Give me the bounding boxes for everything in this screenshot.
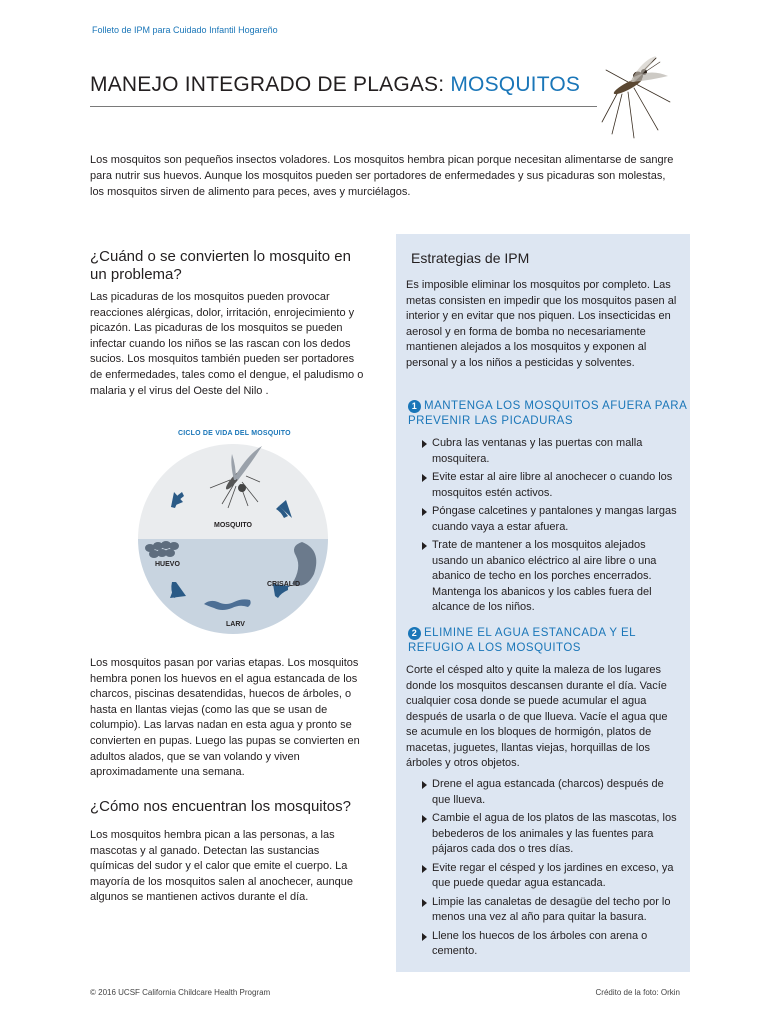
list-item: Cubra las ventanas y las puertas con malla mosquitera. (420, 436, 682, 467)
strategy-2-number-badge: 2 (408, 627, 421, 640)
bullet-triangle-icon (422, 865, 427, 873)
page-title (90, 73, 580, 97)
bullet-triangle-icon (422, 508, 427, 516)
list-item: Limpie las canaletas de desagüe del techo por lo menos una vez al año para quitar la basura. (420, 895, 682, 926)
bullet-triangle-icon (422, 781, 427, 789)
life-cycle-title: CICLO DE VIDA DEL MOSQUITO (178, 430, 291, 437)
bullet-triangle-icon (422, 440, 427, 448)
footer-photo-credit: Crédito de la foto: Orkin (595, 988, 680, 997)
title-main: MANEJO INTEGRADO DE PLAGAS: (90, 73, 451, 96)
section-heading-how-find: ¿Cómo nos encuentran los mosquitos? (90, 798, 351, 815)
problem-paragraph: Las picaduras de los mosquitos pueden provocar reacciones alérgicas, dolor, irritación, enrojecimiento y picazón. Las picaduras de los mosquitos se pueden infectar cuando los niños se las rascan con los dedos sucios. Los mosquitos también pueden ser portadores de enfermedades, tales como el dengue, el paludismo o malaria y el virus del Oeste del Nilo . (90, 291, 364, 397)
strategy-2-paragraph: Corte el césped alto y quite la maleza de los lugares donde los mosquitos descansen durante el día. Vacíe cualquier cosa donde se puede acumular el agua después de usarla o de que llueva. Vacíe el agua que se acumule en los bloques de hormigón, platos de macetas, juguetes, llantas viejas, horquillas de los árboles y otros objetos. (406, 664, 668, 769)
left-column-middle (90, 650, 365, 781)
bullet-triangle-icon (422, 542, 427, 550)
bullet-triangle-icon (422, 474, 427, 482)
strategy-2-title: ELIMINE EL AGUA ESTANCADA Y EL REFUGIO A LOS MOSQUITOS (408, 627, 636, 654)
stages-paragraph: Los mosquitos pasan por varias etapas. Los mosquitos hembra ponen los huevos en el agua estancada de los charcos, piscinas desatendidas, huecos de árboles, o hasta en llantas viejas (como las que se usan de columpio). Las larvas nadan en esta agua y pronto se convierten en pupas. Luego las pupas se convierten en adultos alados, que se van volando y viven aproximadamente una semana. (90, 657, 360, 779)
strategy-1-number-badge: 1 (408, 400, 421, 413)
how-find-paragraph: Los mosquitos hembra pican a las personas, a las mascotas y al ganado. Detectan las sustancias químicas del sudor y el calor que emite el cuerpo. La mayoría de los mosquitos salen al anochecer, aunque algunos se mantienen activos durante el día. (90, 829, 353, 904)
mosquito-photo (598, 52, 678, 142)
list-item: Póngase calcetines y pantalones y mangas largas cuando vaya a estar afuera. (420, 504, 682, 535)
left-column-top (90, 248, 365, 399)
strategy-2-heading (408, 626, 688, 656)
bullet-triangle-icon (422, 899, 427, 907)
section-heading-problem: ¿Cuánd o se convierten lo mosquito en un problema? (90, 248, 351, 283)
list-item: Evite regar el césped y los jardines en exceso, ya que puede quedar agua estancada. (420, 861, 682, 892)
list-item: Trate de mantener a los mosquitos alejados usando un abanico eléctrico al aire libre o una abanico de techo en los porches encerrados. Mantenga los abanicos y los cables fuera del alcance de los niños. (420, 538, 682, 616)
intro-paragraph: Los mosquitos son pequeños insectos voladores. Los mosquitos hembra pican porque necesitan alimentarse de sangre para nutrir sus huevos. Aunque los mosquitos pueden ser portadores de enfermedades y sus picaduras son molestas, los mosquitos sirven de alimento para peces, aves y murciélagos. (90, 154, 674, 198)
cycle-label-crisalida: CRISALID (267, 581, 301, 588)
list-item: Drene el agua estancada (charcos) después de que llueva. (420, 777, 682, 808)
list-item: Llene los huecos de los árboles con arena o cemento. (420, 929, 682, 960)
bullet-triangle-icon (422, 933, 427, 941)
title-divider (90, 106, 597, 107)
ipm-strategies-title: Estrategias de IPM (411, 250, 530, 266)
header-tagline: Folleto de IPM para Cuidado Infantil Hogareño (92, 25, 278, 35)
cycle-label-huevo: HUEVO (155, 561, 180, 568)
footer-copyright: © 2016 UCSF California Childcare Health Program (90, 988, 271, 997)
ipm-intro-paragraph: Es imposible eliminar los mosquitos por completo. Las metas consisten en impedir que los mosquitos pasen al interior y en evitar que nos piquen. Los insecticidas en aerosol y en forma de bomba no necesariamente mantienen alejados a los mosquitos y exponen al personal y a los niños a pesticidas y solventes. (406, 279, 677, 369)
title-accent: MOSQUITOS (450, 73, 581, 96)
bullet-triangle-icon (422, 815, 427, 823)
strategy-1-list (420, 436, 682, 619)
strategy-1-title: MANTENGA LOS MOSQUITOS AFUERA PARA PREVENIR LAS PICADURAS (408, 400, 687, 427)
list-item: Cambie el agua de los platos de las mascotas, los bebederos de los animales y las fuentes para pájaros cada dos o tres días. (420, 811, 682, 858)
cycle-label-larva: LARV (226, 621, 245, 628)
cycle-label-mosquito: MOSQUITO (214, 522, 252, 529)
list-item: Evite estar al aire libre al anochecer o cuando los mosquitos estén activos. (420, 470, 682, 501)
left-column-bottom (90, 822, 365, 906)
strategy-1-heading (408, 399, 688, 429)
life-cycle-diagram (138, 444, 328, 634)
strategy-2-list (420, 777, 682, 963)
